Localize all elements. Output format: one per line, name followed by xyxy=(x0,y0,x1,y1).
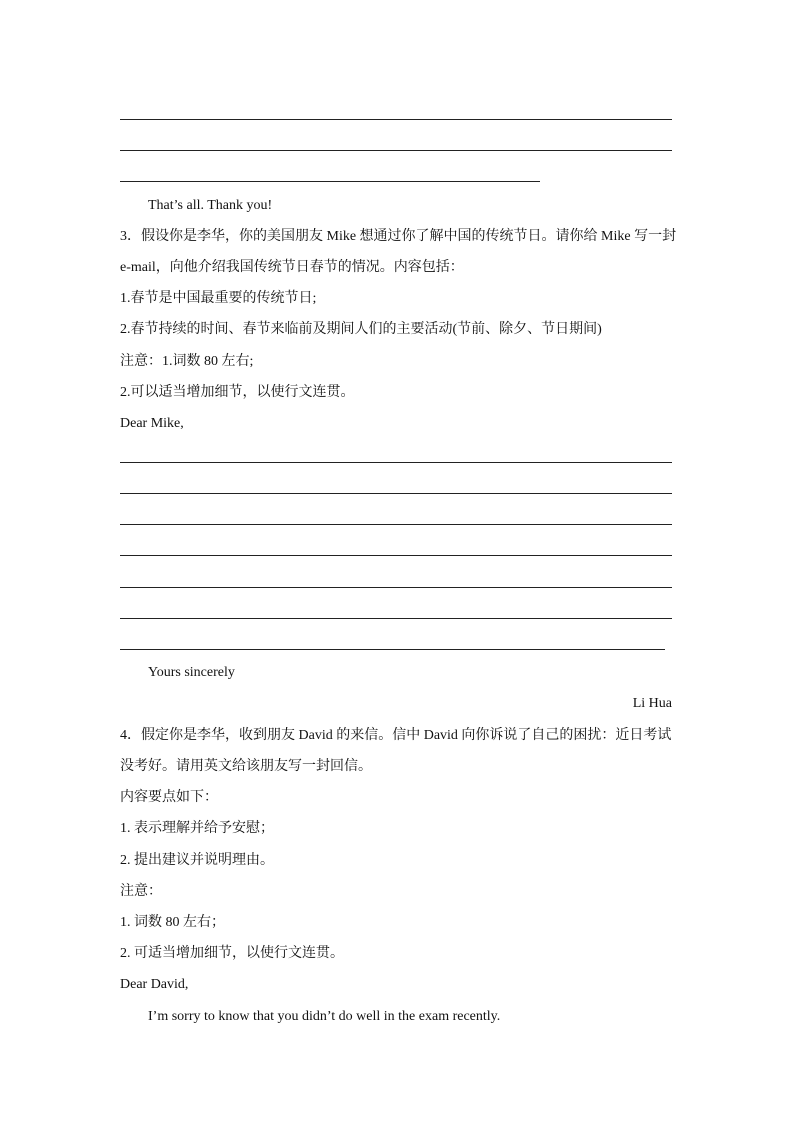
q4-note2: 2. 可适当增加细节，以使行文连贯。 xyxy=(120,946,344,961)
q3-point1: 1.春节是中国最重要的传统节日; xyxy=(120,291,317,306)
q4-prompt-line1: 4．假定你是李华，收到朋友 David 的来信。信中 David 向你诉说了自己的困扰：近日考试 xyxy=(120,728,672,743)
q4-points-heading: 内容要点如下： xyxy=(120,790,218,805)
answer-line xyxy=(120,587,672,588)
q4-note-heading: 注意： xyxy=(120,884,162,899)
q3-point2: 2.春节持续的时间、春节来临前及期间人们的主要活动(节前、除夕、节日期间) xyxy=(120,322,602,337)
answer-line xyxy=(120,649,665,650)
answer-line xyxy=(120,462,672,463)
q4-opening-sentence: I’m sorry to know that you didn’t do well in the exam recently. xyxy=(148,1009,501,1024)
q3-note1: 注意：1.词数 80 左右; xyxy=(120,354,254,369)
q3-note2: 2.可以适当增加细节，以使行文连贯。 xyxy=(120,385,355,400)
q3-signoff: Yours sincerely xyxy=(148,665,235,680)
closing-text: That’s all. Thank you! xyxy=(148,198,273,213)
q3-signature: Li Hua xyxy=(632,696,672,711)
q3-prompt-line2: e-mail，向他介绍我国传统节日春节的情况。内容包括： xyxy=(120,260,464,275)
answer-line xyxy=(120,493,672,494)
answer-line xyxy=(120,555,672,556)
q4-prompt-line2: 没考好。请用英文给该朋友写一封回信。 xyxy=(120,759,372,774)
q4-note1: 1. 词数 80 左右； xyxy=(120,915,225,930)
q4-point2: 2. 提出建议并说明理由。 xyxy=(120,853,274,868)
answer-line xyxy=(120,181,540,182)
answer-line xyxy=(120,119,672,120)
answer-line xyxy=(120,524,672,525)
q3-salutation: Dear Mike, xyxy=(120,416,184,431)
q4-point1: 1. 表示理解并给予安慰； xyxy=(120,821,274,836)
q4-salutation: Dear David, xyxy=(120,977,189,992)
answer-line xyxy=(120,618,672,619)
q3-prompt-line1: 3．假设你是李华，你的美国朋友 Mike 想通过你了解中国的传统节日。请你给 Mike 写一封 xyxy=(120,229,677,244)
answer-line xyxy=(120,150,672,151)
